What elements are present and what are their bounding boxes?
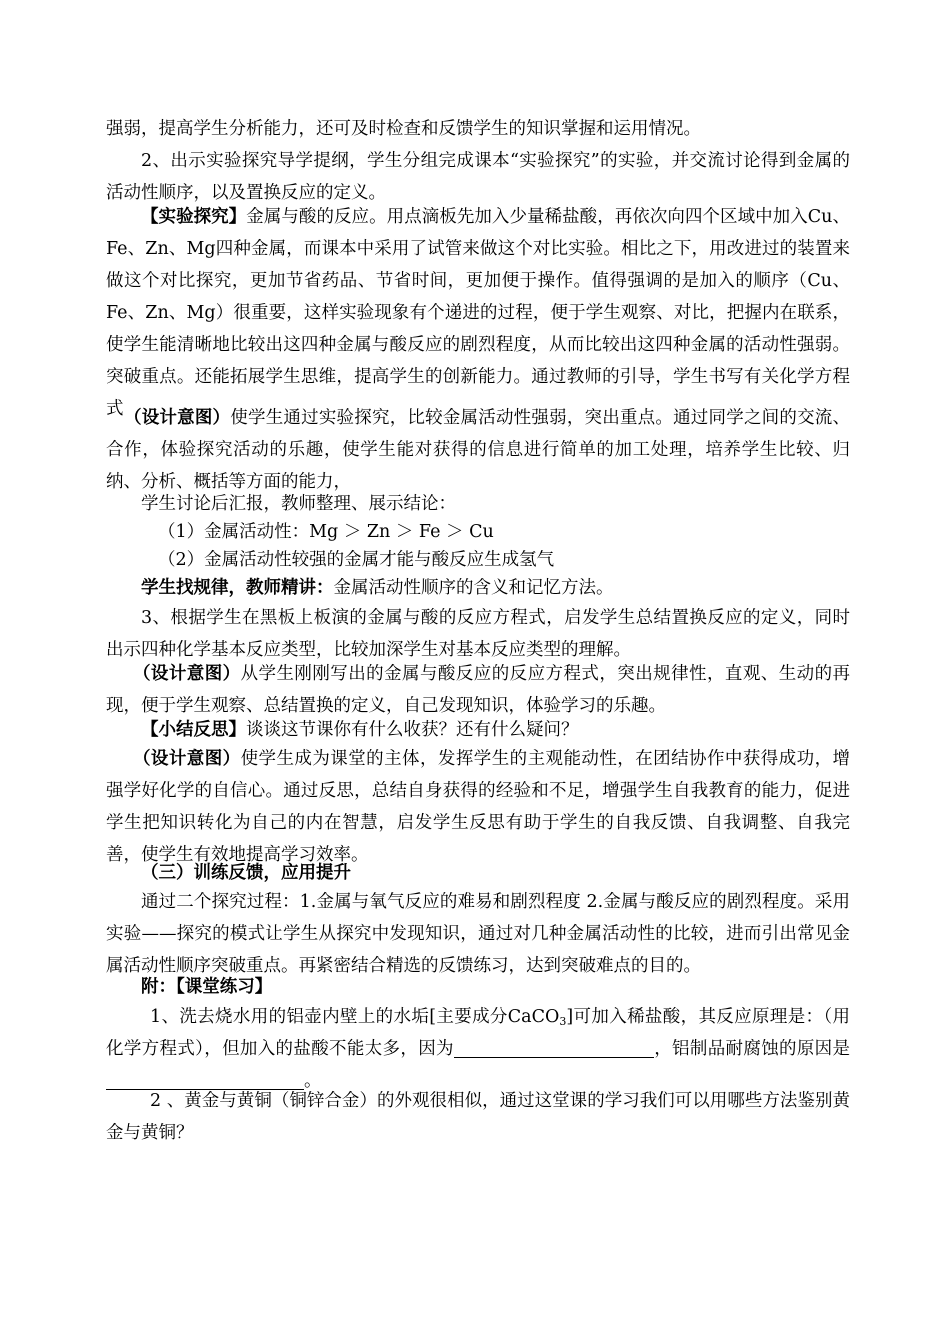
design-intent-label: （设计意图） <box>124 408 231 428</box>
paragraph-design-intent-1 <box>106 402 850 498</box>
design-intent-label: （设计意图） <box>133 664 241 684</box>
paragraph-training <box>106 886 850 982</box>
appendix-heading <box>106 971 850 1003</box>
exercise-text: ]可加入稀盐酸，其反应原理是：（用化学方程式），但加入的盐酸不能太多，因为 <box>106 1007 850 1059</box>
exercise-2 <box>106 1085 850 1149</box>
paragraph-text: 使学生通过实验探究，比较金属活动性强弱，突出重点。通过同学之间的交流、合作，体验探究活动的乐趣，使学生能对获得的信息进行简单的加工处理，培养学生比较、归纳、分析、概括等方面的能力， <box>106 408 851 492</box>
paragraph-text: 学生讨论后汇报，教师整理、展示结论： <box>141 494 456 514</box>
paragraph-rule <box>106 572 850 604</box>
experiment-label: 【实验探究】 <box>141 207 247 227</box>
paragraph-text: 强弱，提高学生分析能力，还可及时检查和反馈学生的知识掌握和运用情况。 <box>106 119 701 139</box>
exercise-text: 。 <box>304 1071 322 1091</box>
paragraph-step-3 <box>106 602 850 666</box>
paragraph-text: 3、根据学生在黑板上板演的金属与酸的反应方程式，启发学生总结置换反应的定义，同时出示四种化学基本反应类型，比较加深学生对基本反应类型的理解。 <box>106 608 850 660</box>
summary-label: 【小结反思】 <box>141 720 246 740</box>
conclusion-text: （1）金属活动性：Mg ＞ Zn ＞ Fe ＞ Cu <box>158 522 494 542</box>
paragraph-text: 金属与酸的反应。用点滴板先加入少量稀盐酸，再依次向四个区域中加入Cu、Fe、Zn、Mg四种金属，而课本中采用了试管来做这个对比实验。相比之下，用改进过的装置来做这个对比探究，更加节省药品、节省时间，更加便于操作。值得强调的是加入的顺序（Cu、Fe、Zn、Mg）很重要，这样实验现象有个递进的过程，便于学生观察、对比，把握内在联系，使学生能清晰地比较出这四种金属与酸反应的剧烈程度，从而比较出这四种金属的活动性强弱。突破重点。还能拓展学生思维，提高学生的创新能力。通过教师的引导，学生书写有关化学方程式 <box>106 207 850 419</box>
paragraph-experiment <box>106 201 850 425</box>
exercise-text: ，铝制品耐腐蚀的原因是 <box>653 1039 851 1059</box>
exercise-1 <box>106 1001 850 1097</box>
paragraph-design-intent-2 <box>106 658 850 722</box>
paragraph-text: 从学生刚刚写出的金属与酸反应的反应方程式，突出规律性，直观、生动的再现，便于学生观察、总结置换的定义，自己发现知识，体验学习的乐趣。 <box>106 664 851 716</box>
subscript: 3 <box>559 1015 567 1028</box>
exercise-text: 2 、黄金与黄铜（铜锌合金）的外观很相似，通过这堂课的学习我们可以用哪些方法鉴别黄金与黄铜？ <box>106 1091 850 1143</box>
answer-blank-1[interactable] <box>454 1035 654 1058</box>
paragraph-continuation <box>106 113 850 145</box>
exercise-text: 1、洗去烧水用的铝壶内壁上的水垢[主要成分CaCO <box>150 1007 560 1027</box>
paragraph-text: 使学生成为课堂的主体，发挥学生的主观能动性，在团结协作中获得成功，增强学好化学的自信心。通过反思，总结自身获得的经验和不足，增强学生自我教育的能力，促进学生把知识转化为自己的内在智慧，启发学生反思有助于学生的自我反馈、自我调整、自我完善，使学生有效地提高学习效率。 <box>106 749 851 865</box>
paragraph-text: 金属活动性顺序的含义和记忆方法。 <box>333 578 614 598</box>
section-heading-text: （三）训练反馈，应用提升 <box>141 863 351 883</box>
appendix-heading-text: 附：【课堂练习】 <box>141 977 273 997</box>
paragraph-text: 谈谈这节课你有什么收获？还有什么疑问？ <box>246 720 579 740</box>
paragraph-text: 通过二个探究过程：1.金属与氧气反应的难易和剧烈程度 2.金属与酸反应的剧烈程度。采用实验——探究的模式让学生从探究中发现知识，通过对几种金属活动性的比较，进而引出常见金属活动性顺序突破重点。再紧密结合精选的反馈练习，达到突破难点的目的。 <box>106 892 850 976</box>
paragraph-summary <box>106 714 850 746</box>
rule-label: 学生找规律，教师精讲： <box>141 578 334 598</box>
section-heading <box>106 857 850 889</box>
conclusion-text: （2）金属活动性较强的金属才能与酸反应生成氢气 <box>158 550 555 570</box>
paragraph-step-2 <box>106 145 850 209</box>
paragraph-text: 2、出示实验探究导学提纲，学生分组完成课本“实验探究”的实验，并交流讨论得到金属的活动性顺序，以及置换反应的定义。 <box>106 151 850 203</box>
paragraph-design-intent-3 <box>106 743 850 871</box>
design-intent-label: （设计意图） <box>133 749 241 769</box>
